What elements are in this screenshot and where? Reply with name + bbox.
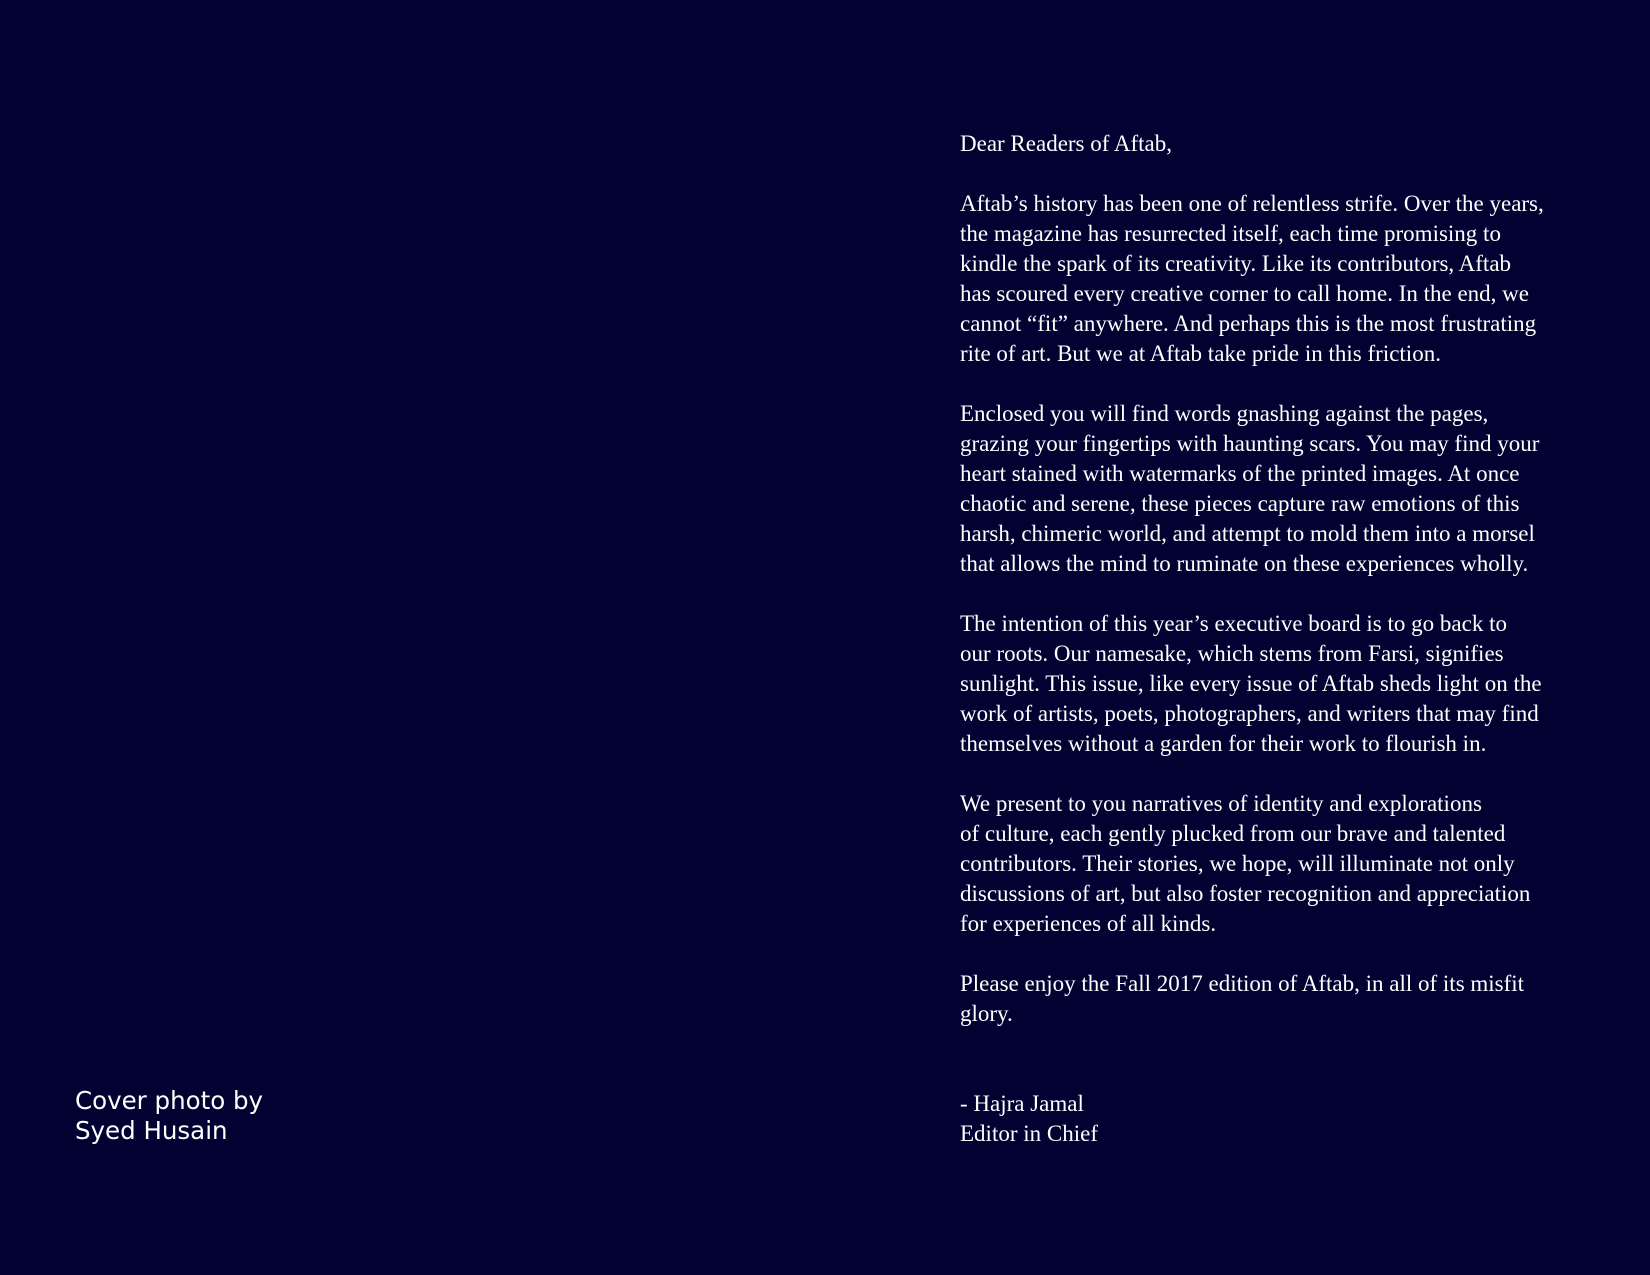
paragraph-line: Please enjoy the Fall 2017 edition of Aftab, in all of its misfit xyxy=(960,971,1525,996)
paragraph-line: contributors. Their stories, we hope, will illuminate not only xyxy=(960,851,1515,876)
paragraph-line: grazing your fingertips with haunting scars. You may find your xyxy=(960,431,1540,456)
paragraph-line: for experiences of all kinds. xyxy=(960,911,1217,936)
signature-name: - Hajra Jamal xyxy=(960,1091,1084,1116)
paragraph-line: rite of art. But we at Aftab take pride in this friction. xyxy=(960,341,1441,366)
letter-signature xyxy=(960,1089,1560,1149)
paragraph-line: has scoured every creative corner to call home. In the end, we xyxy=(960,281,1529,306)
credit-line-2: Syed Husain xyxy=(75,1116,228,1145)
letter-paragraph-5 xyxy=(960,969,1560,1029)
paragraph-line: of culture, each gently plucked from our brave and talented xyxy=(960,821,1506,846)
paragraph-line: cannot “fit” anywhere. And perhaps this is the most frustrating xyxy=(960,311,1537,336)
paragraph-line: glory. xyxy=(960,1001,1013,1026)
paragraph-line: Enclosed you will find words gnashing against the pages, xyxy=(960,401,1489,426)
signature-title: Editor in Chief xyxy=(960,1121,1098,1146)
paragraph-line: We present to you narratives of identity and explorations xyxy=(960,791,1482,816)
paragraph-line: work of artists, poets, photographers, and writers that may find xyxy=(960,701,1539,726)
editors-letter xyxy=(960,129,1560,1149)
letter-paragraph-1 xyxy=(960,189,1560,369)
letter-paragraph-3 xyxy=(960,609,1560,759)
paragraph-line: that allows the mind to ruminate on these experiences wholly. xyxy=(960,551,1529,576)
paragraph-line: heart stained with watermarks of the printed images. At once xyxy=(960,461,1520,486)
paragraph-line: chaotic and serene, these pieces capture raw emotions of this xyxy=(960,491,1520,516)
paragraph-line: harsh, chimeric world, and attempt to mold them into a morsel xyxy=(960,521,1535,546)
letter-salutation: Dear Readers of Aftab, xyxy=(960,131,1173,156)
paragraph-line: kindle the spark of its creativity. Like its contributors, Aftab xyxy=(960,251,1512,276)
paragraph-line: The intention of this year’s executive board is to go back to xyxy=(960,611,1507,636)
credit-line-1: Cover photo by xyxy=(75,1086,264,1115)
letter-paragraph-2 xyxy=(960,399,1560,579)
paragraph-line: our roots. Our namesake, which stems from Farsi, signifies xyxy=(960,641,1504,666)
paragraph-line: themselves without a garden for their work to flourish in. xyxy=(960,731,1487,756)
cover-photo-credit xyxy=(75,1086,263,1146)
letter-paragraph-4 xyxy=(960,789,1560,939)
paragraph-line: sunlight. This issue, like every issue of Aftab sheds light on the xyxy=(960,671,1542,696)
paragraph-line: discussions of art, but also foster recognition and appreciation xyxy=(960,881,1531,906)
paragraph-line: the magazine has resurrected itself, each time promising to xyxy=(960,221,1501,246)
paragraph-line: Aftab’s history has been one of relentless strife. Over the years, xyxy=(960,191,1544,216)
